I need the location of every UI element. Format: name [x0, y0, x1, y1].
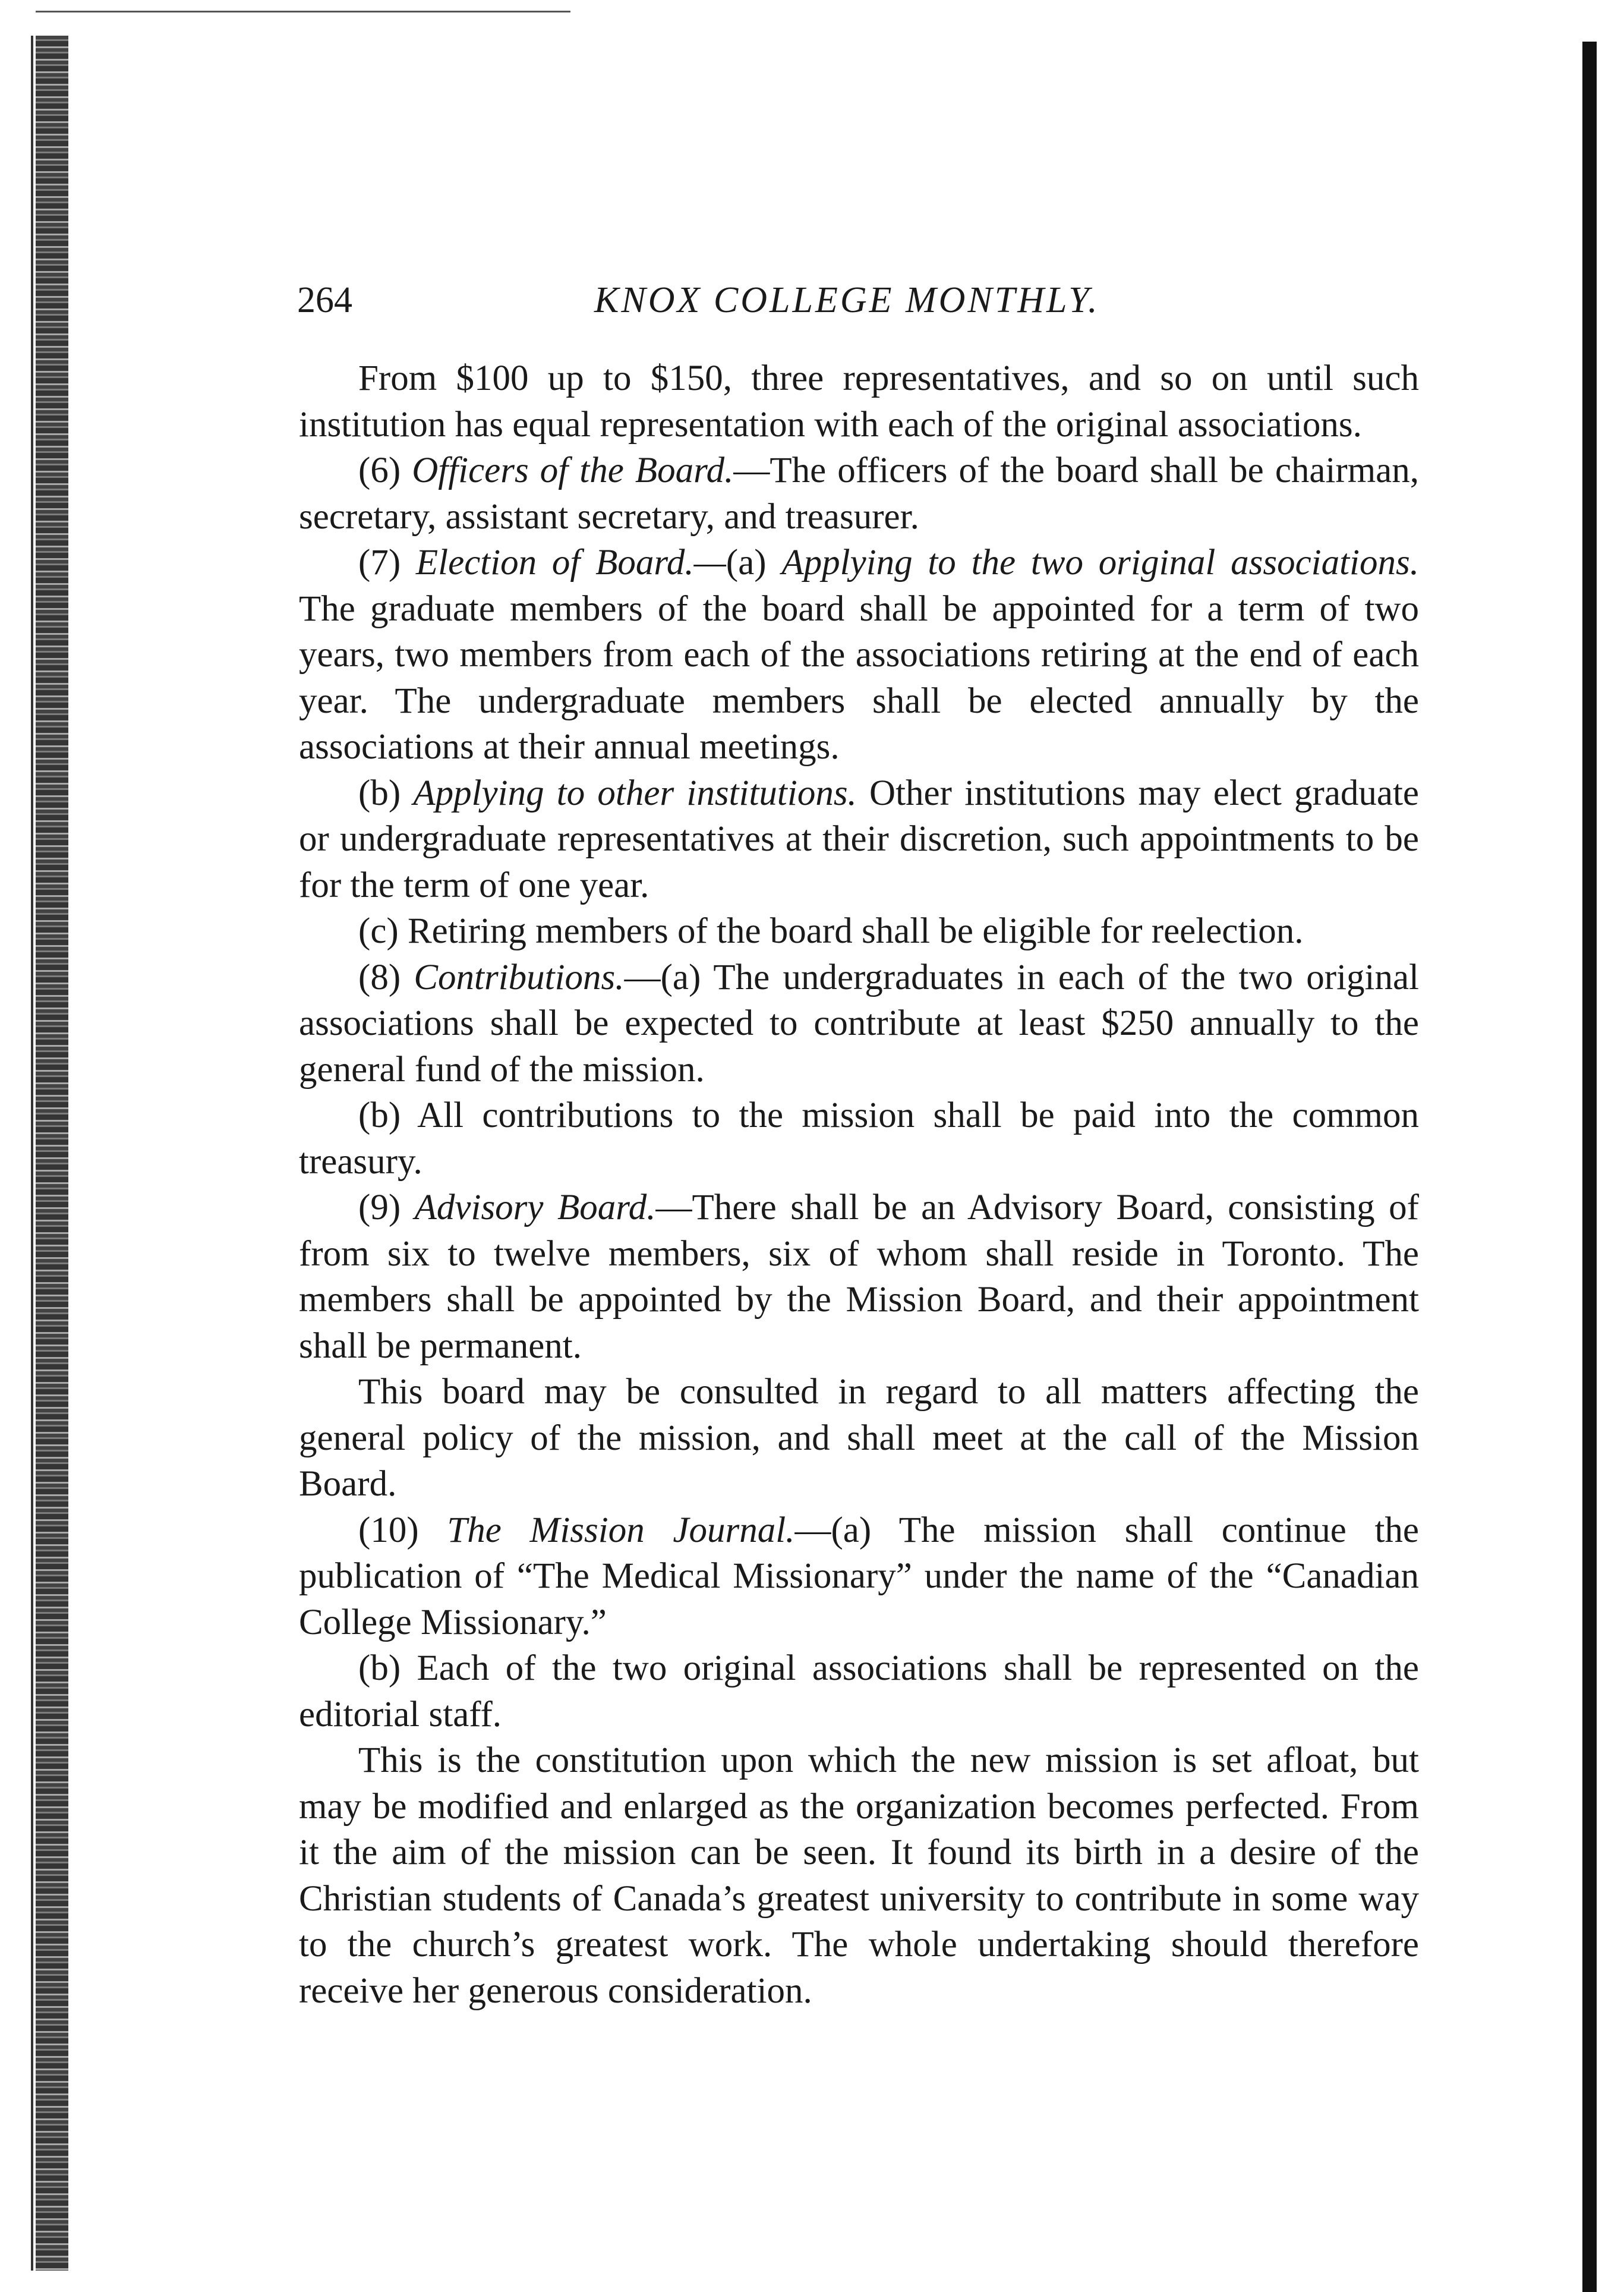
- paragraph-editorial-staff: [299, 1645, 1419, 1737]
- running-title: KNOX COLLEGE MONTHLY.: [594, 280, 1100, 320]
- subsection-label: (c): [358, 911, 408, 951]
- binding-gutter-shadow: [36, 36, 68, 2271]
- subsection-heading: Applying to other institutions.: [413, 773, 857, 813]
- top-edge-rule: [36, 11, 570, 12]
- binding-edge: [31, 36, 33, 2271]
- section-label: (7): [358, 543, 416, 583]
- section-heading: Contributions.: [414, 957, 625, 997]
- paragraph-other-institutions: [299, 770, 1419, 909]
- subsection-label: (b): [358, 1648, 417, 1688]
- paragraph-text: From $100 up to $150, three representatives, and so on until such institution has equal representation with each of the original associations.: [299, 358, 1419, 445]
- paragraph-treasury: [299, 1093, 1419, 1185]
- paragraph-board-consulted: [299, 1369, 1419, 1507]
- paragraph-retiring: [299, 908, 1419, 955]
- paragraph-text: —The officers of the board shall be chairman, secretary, assistant secretary, and treasurer.: [299, 451, 1420, 537]
- paragraph-text: The graduate members of the board shall be appointed for a term of two years, two members from each of the associations retiring at the end of each year. The undergraduate members shall be elected annually by the associations at their annual meetings.: [299, 588, 1419, 767]
- paragraph-text: The undergraduates in each of the two original associations shall be expected to contribute at least $250 annually to the general fund of the mission.: [299, 957, 1419, 1090]
- subsection-label: (b): [358, 773, 414, 813]
- paragraph-text: This board may be consulted in regard to all matters affecting the general policy of the mission, and shall meet at the call of the Mission Board.: [299, 1372, 1419, 1504]
- paragraph-officers: [299, 448, 1419, 540]
- body-text: [299, 355, 1419, 2014]
- section-label: (8): [358, 957, 414, 997]
- section-heading: The Mission Journal.: [447, 1510, 795, 1550]
- paragraph-conclusion: [299, 1737, 1419, 2014]
- paragraph-text: Retiring members of the board shall be eligible for reelection.: [407, 911, 1304, 951]
- subsection-heading: Applying to the two original associations.: [781, 543, 1419, 583]
- section-label: (6): [358, 451, 412, 490]
- paragraph-text: This is the constitution upon which the new mission is set afloat, but may be modified and enlarged as the organization becomes perfected. From it the aim of the mission can be seen. It found its birth in a desire of the Christian students of Canada’s greatest university to contribute in some way to the church’s greatest work. The whole undertaking should therefore receive her generous consideration.: [299, 1740, 1419, 2011]
- section-label: (9): [358, 1188, 415, 1227]
- paragraph-text: The mission shall continue the publication of “The Medical Missionary” under the name of the “Canadian College Missionary.”: [299, 1510, 1419, 1642]
- paragraph-text: Each of the two original associations shall be represented on the editorial staff.: [299, 1648, 1419, 1734]
- subsection-label: (b): [358, 1095, 418, 1135]
- section-label: (10): [358, 1510, 447, 1550]
- paragraph-text: —There shall be an Advisory Board, consisting of from six to twelve members, six of whom shall reside in Toronto. The members shall be appointed by the Mission Board, and their appointment shall be permanent.: [299, 1188, 1419, 1366]
- section-heading: Officers of the Board.: [412, 451, 734, 490]
- paragraph-text: All contributions to the mission shall be paid into the common treasury.: [299, 1095, 1419, 1182]
- paragraph-1: [299, 355, 1419, 448]
- page-number: 264: [297, 280, 352, 320]
- paragraph-election: [299, 540, 1419, 770]
- page-header: [297, 279, 1426, 333]
- section-heading: Advisory Board.: [414, 1188, 656, 1227]
- subsection-label: —(a): [624, 957, 714, 997]
- paragraph-contributions: [299, 955, 1419, 1093]
- section-heading: Election of Board.—: [415, 543, 726, 583]
- paragraph-advisory-board: [299, 1185, 1419, 1369]
- right-page-edge: [1582, 42, 1597, 2292]
- subsection-label: (a): [726, 543, 782, 583]
- paragraph-text: Other institutions may elect graduate or undergraduate representatives at their discretion, such appointments to be for the term of one year.: [299, 773, 1419, 905]
- subsection-label: —(a): [794, 1510, 899, 1550]
- paragraph-mission-journal: [299, 1507, 1419, 1646]
